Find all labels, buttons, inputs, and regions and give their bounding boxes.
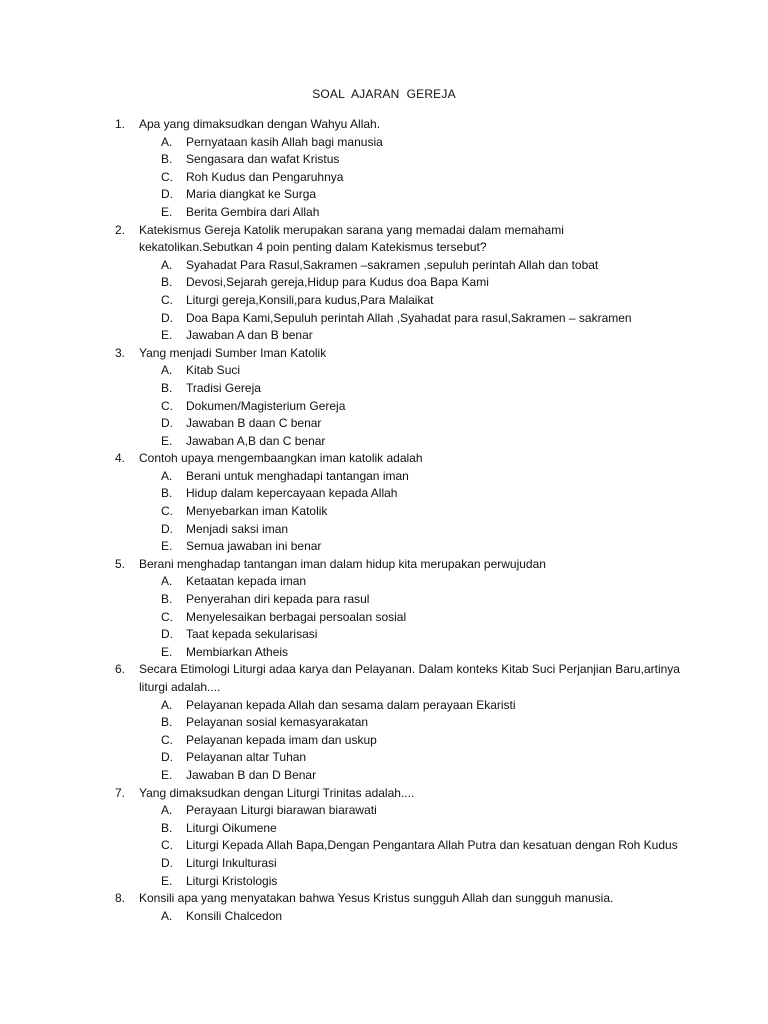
question-number: 6. — [115, 662, 126, 677]
option-text: Pelayanan kepada imam dan uskup — [186, 732, 377, 747]
option-text: Liturgi Kepada Allah Bapa,Dengan Pengantara Allah Putra dan kesatuan dengan Roh Kudus — [186, 838, 678, 853]
option-letter: D. — [161, 627, 173, 642]
answer-option — [0, 573, 768, 591]
question-list — [0, 116, 768, 925]
answer-option — [0, 380, 768, 398]
question-item — [0, 661, 768, 784]
question-item — [0, 556, 768, 662]
answer-option — [0, 204, 768, 222]
option-text: Menjadi saksi iman — [186, 521, 289, 536]
option-text: Dokumen/Magisterium Gereja — [186, 398, 346, 413]
answer-option — [0, 415, 768, 433]
question-text: Yang menjadi Sumber Iman Katolik — [139, 345, 327, 360]
option-letter: B. — [161, 592, 173, 607]
question-text: Konsili apa yang menyatakan bahwa Yesus Kristus sungguh Allah dan sungguh manusia. — [139, 891, 614, 906]
answer-option — [0, 186, 768, 204]
answer-option — [0, 398, 768, 416]
option-text: Jawaban B dan D Benar — [186, 767, 317, 782]
answer-option — [0, 169, 768, 187]
option-letter: B. — [161, 275, 173, 290]
option-letter: B. — [161, 380, 173, 395]
option-letter: A. — [161, 697, 173, 712]
option-text: Liturgi Inkulturasi — [186, 855, 277, 870]
question-item — [0, 345, 768, 451]
option-letter: C. — [161, 609, 173, 624]
answer-option — [0, 521, 768, 539]
option-letter: C. — [161, 732, 173, 747]
option-text: Devosi,Sejarah gereja,Hidup para Kudus doa Bapa Kami — [186, 275, 489, 290]
question-text: Yang dimaksudkan dengan Liturgi Trinitas adalah.... — [139, 785, 415, 800]
option-text: Membiarkan Atheis — [186, 644, 289, 659]
question-text: Berani menghadap tantangan iman dalam hidup kita merupakan perwujudan — [139, 556, 546, 571]
option-text: Doa Bapa Kami,Sepuluh perintah Allah ,Syahadat para rasul,Sakramen – sakramen — [186, 310, 632, 325]
question-item — [0, 450, 768, 556]
option-letter: E. — [161, 328, 173, 343]
answer-option — [0, 714, 768, 732]
option-text: Kitab Suci — [186, 363, 241, 378]
answer-option — [0, 855, 768, 873]
answer-option — [0, 873, 768, 891]
option-letter: A. — [161, 363, 173, 378]
option-letter: A. — [161, 803, 173, 818]
option-letter: C. — [161, 292, 173, 307]
option-letter: A. — [161, 908, 173, 923]
answer-option — [0, 362, 768, 380]
option-text: Taat kepada sekularisasi — [186, 627, 318, 642]
answer-option — [0, 503, 768, 521]
option-text: Jawaban B daan C benar — [186, 416, 322, 431]
option-text: Berani untuk menghadapi tantangan iman — [186, 468, 409, 483]
option-text: Jawaban A,B dan C benar — [186, 433, 326, 448]
answer-option — [0, 802, 768, 820]
answer-option — [0, 433, 768, 451]
question-row — [0, 785, 768, 803]
answer-option — [0, 310, 768, 328]
question-row — [0, 345, 768, 363]
option-text: Menyebarkan iman Katolik — [186, 504, 328, 519]
question-item — [0, 116, 768, 222]
question-number: 8. — [115, 891, 126, 906]
option-letter: E. — [161, 433, 173, 448]
question-row — [0, 116, 768, 134]
option-letter: D. — [161, 750, 173, 765]
option-letter: A. — [161, 134, 173, 149]
answer-option — [0, 820, 768, 838]
question-row — [0, 556, 768, 574]
option-letter: C. — [161, 838, 173, 853]
option-letter: D. — [161, 310, 173, 325]
answer-option — [0, 837, 768, 855]
option-text: Sengasara dan wafat Kristus — [186, 152, 340, 167]
document-title: SOAL AJARAN GEREJA — [312, 87, 456, 101]
answer-option — [0, 732, 768, 750]
option-text: Tradisi Gereja — [186, 380, 261, 395]
question-row — [0, 890, 768, 908]
option-letter: B. — [161, 820, 173, 835]
option-letter: C. — [161, 169, 173, 184]
option-text: Semua jawaban ini benar — [186, 539, 322, 554]
question-number: 5. — [115, 556, 126, 571]
question-number: 2. — [115, 222, 126, 237]
option-text: Pernyataan kasih Allah bagi manusia — [186, 134, 383, 149]
option-letter: A. — [161, 257, 173, 272]
option-letter: D. — [161, 855, 173, 870]
option-text: Hidup dalam kepercayaan kepada Allah — [186, 486, 398, 501]
option-text: Pelayanan sosial kemasyarakatan — [186, 715, 369, 730]
answer-option — [0, 749, 768, 767]
option-text: Pelayanan kepada Allah dan sesama dalam perayaan Ekaristi — [186, 697, 516, 712]
answer-option — [0, 151, 768, 169]
option-text: Liturgi Kristologis — [186, 873, 278, 888]
option-text: Konsili Chalcedon — [186, 908, 283, 923]
option-letter: E. — [161, 539, 173, 554]
answer-option — [0, 468, 768, 486]
option-text: Syahadat Para Rasul,Sakramen –sakramen ,sepuluh perintah Allah dan tobat — [186, 257, 599, 272]
answer-option — [0, 908, 768, 926]
option-letter: D. — [161, 187, 173, 202]
option-text: Liturgi gereja,Konsili,para kudus,Para Malaikat — [186, 292, 434, 307]
option-text: Roh Kudus dan Pengaruhnya — [186, 169, 344, 184]
option-letter: B. — [161, 715, 173, 730]
option-text: Jawaban A dan B benar — [186, 328, 313, 343]
option-letter: B. — [161, 486, 173, 501]
question-text: Secara Etimologi Liturgi adaa karya dan Pelayanan. Dalam konteks Kitab Suci Perjanjian Baru,artinya liturgi adalah.... — [139, 662, 680, 694]
answer-option — [0, 292, 768, 310]
option-letter: A. — [161, 574, 173, 589]
option-text: Penyerahan diri kepada para rasul — [186, 592, 370, 607]
answer-option — [0, 697, 768, 715]
question-number: 1. — [115, 117, 126, 131]
option-text: Maria diangkat ke Surga — [186, 187, 317, 202]
question-item — [0, 785, 768, 891]
option-letter: A. — [161, 468, 173, 483]
question-text: Apa yang dimaksudkan dengan Wahyu Allah. — [139, 117, 381, 131]
option-text: Menyelesaikan berbagai persoalan sosial — [186, 609, 407, 624]
question-row — [0, 661, 768, 696]
option-letter: E. — [161, 644, 173, 659]
option-letter: E. — [161, 873, 173, 888]
answer-option — [0, 274, 768, 292]
answer-option — [0, 591, 768, 609]
question-number: 3. — [115, 345, 126, 360]
question-number: 7. — [115, 785, 126, 800]
option-text: Pelayanan altar Tuhan — [186, 750, 307, 765]
question-item — [0, 890, 768, 925]
option-letter: E. — [161, 204, 173, 219]
answer-option — [0, 609, 768, 627]
answer-option — [0, 767, 768, 785]
answer-option — [0, 626, 768, 644]
option-letter: C. — [161, 504, 173, 519]
option-letter: D. — [161, 416, 173, 431]
option-text: Ketaatan kepada iman — [186, 574, 307, 589]
answer-option — [0, 257, 768, 275]
question-number: 4. — [115, 451, 126, 466]
option-letter: C. — [161, 398, 173, 413]
question-item — [0, 222, 768, 345]
option-letter: B. — [161, 152, 173, 167]
answer-option — [0, 134, 768, 152]
question-row — [0, 222, 768, 257]
question-text: Katekismus Gereja Katolik merupakan sarana yang memadai dalam memahami kekatolikan.Sebutkan 4 poin penting dalam Katekismus tersebut? — [139, 222, 564, 255]
answer-option — [0, 485, 768, 503]
option-letter: D. — [161, 521, 173, 536]
option-text: Berita Gembira dari Allah — [186, 204, 320, 219]
question-text: Contoh upaya mengembaangkan iman katolik adalah — [139, 451, 423, 466]
option-text: Perayaan Liturgi biarawan biarawati — [186, 803, 377, 818]
answer-option — [0, 644, 768, 662]
option-letter: E. — [161, 767, 173, 782]
question-row — [0, 450, 768, 468]
answer-option — [0, 327, 768, 345]
option-text: Liturgi Oikumene — [186, 820, 277, 835]
answer-option — [0, 538, 768, 556]
